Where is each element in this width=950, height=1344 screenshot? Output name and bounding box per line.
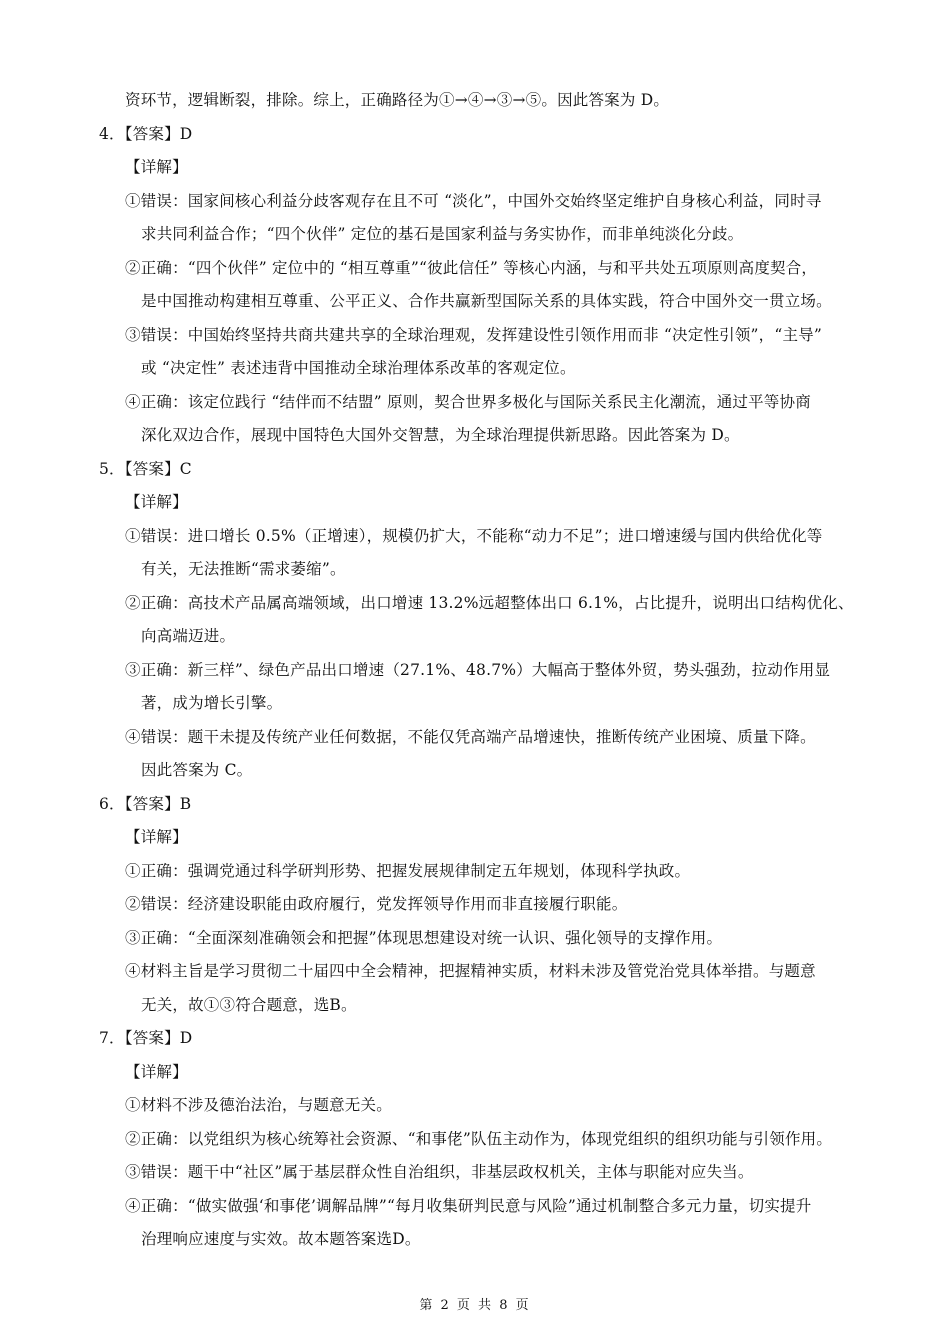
text-line: ②正确：以党组织为核心统筹社会资源、“和事佬”队伍主动作为，体现党组织的组织功能与引领作用。 [125,1130,833,1148]
question-4-answer: 4．【答案】D [99,125,193,143]
explanation-heading: 【详解】 [125,158,188,176]
text-line: ②错误：经济建设职能由政府履行，党发挥领导作用而非直接履行职能。 [125,895,628,913]
question-5-answer: 5．【答案】C [99,460,192,478]
text-line: 著，成为增长引擎。 [141,694,283,712]
text-line: ②正确：“四个伙伴” 定位中的 “相互尊重”“彼此信任” 等核心内涵，与和平共处五项原则高度契合， [125,259,818,277]
explanation-heading: 【详解】 [125,828,188,846]
text-line: ④材料主旨是学习贯彻二十届四中全会精神，把握精神实质，材料未涉及管党治党具体举措。与题意 [125,962,816,980]
text-line: 治理响应速度与实效。故本题答案选D。 [141,1230,421,1248]
question-7-answer: 7．【答案】D [99,1029,193,1047]
text-line: ①错误：进口增长 0.5%（正增速），规模仍扩大，不能称“动力不足”；进口增速缓与国内供给优化等 [125,527,823,545]
text-line: 或 “决定性” 表述违背中国推动全球治理体系改革的客观定位。 [141,359,576,377]
text-line: 无关，故①③符合题意，选B。 [141,996,357,1014]
text-line: 是中国推动构建相互尊重、公平正义、合作共赢新型国际关系的具体实践，符合中国外交一贯立场。 [141,292,832,310]
text-line: 因此答案为 C。 [141,761,253,779]
text-line: ①错误：国家间核心利益分歧客观存在且不可 “淡化”，中国外交始终坚定维护自身核心利益，同时寻 [125,192,822,210]
text-line: ③正确：“全面深刻准确领会和把握”体现思想建设对统一认识、强化领导的支撑作用。 [125,929,723,947]
text-line: ①正确：强调党通过科学研判形势、把握发展规律制定五年规划，体现科学执政。 [125,862,691,880]
text-line: ④错误：题干未提及传统产业任何数据，不能仅凭高端产品增速快，推断传统产业困境、质量下降。 [125,728,816,746]
text-line: ①材料不涉及德治法治，与题意无关。 [125,1096,392,1114]
explanation-heading: 【详解】 [125,1063,188,1081]
text-line: ③错误：中国始终坚持共商共建共享的全球治理观，发挥建设性引领作用而非 “决定性引领”，“主导” [125,326,823,344]
text-line: 有关，无法推断“需求萎缩”。 [141,560,346,578]
text-line: 深化双边合作，展现中国特色大国外交智慧，为全球治理提供新思路。因此答案为 D。 [141,426,740,444]
text-line: ③正确：新三样”、绿色产品出口增速（27.1%、48.7%）大幅高于整体外贸，势头强劲，拉动作用显 [125,661,831,679]
text-line: 资环节，逻辑断裂，排除。综上，正确路径为①→④→③→⑤。因此答案为 D。 [125,91,670,109]
text-line: ④正确：“做实做强‘和事佬’调解品牌”“每月收集研判民意与风险”通过机制整合多元力量，切实提升 [125,1197,812,1215]
text-line: ③错误：题干中“社区”属于基层群众性自治组织，非基层政权机关，主体与职能对应失当。 [125,1163,754,1181]
question-6-answer: 6．【答案】B [99,795,192,813]
text-line: ④正确：该定位践行 “结伴而不结盟” 原则，契合世界多极化与国际关系民主化潮流，通过平等协商 [125,393,811,411]
explanation-heading: 【详解】 [125,493,188,511]
text-line: ②正确：高技术产品属高端领域，出口增速 13.2%远超整体出口 6.1%，占比提升，说明出口结构优化、 [125,594,854,612]
page-number-footer: 第 2 页 共 8 页 [419,1298,531,1313]
text-line: 求共同利益合作；“四个伙伴” 定位的基石是国家利益与务实协作，而非单纯淡化分歧。 [141,225,744,243]
text-line: 向高端迈进。 [141,627,236,645]
